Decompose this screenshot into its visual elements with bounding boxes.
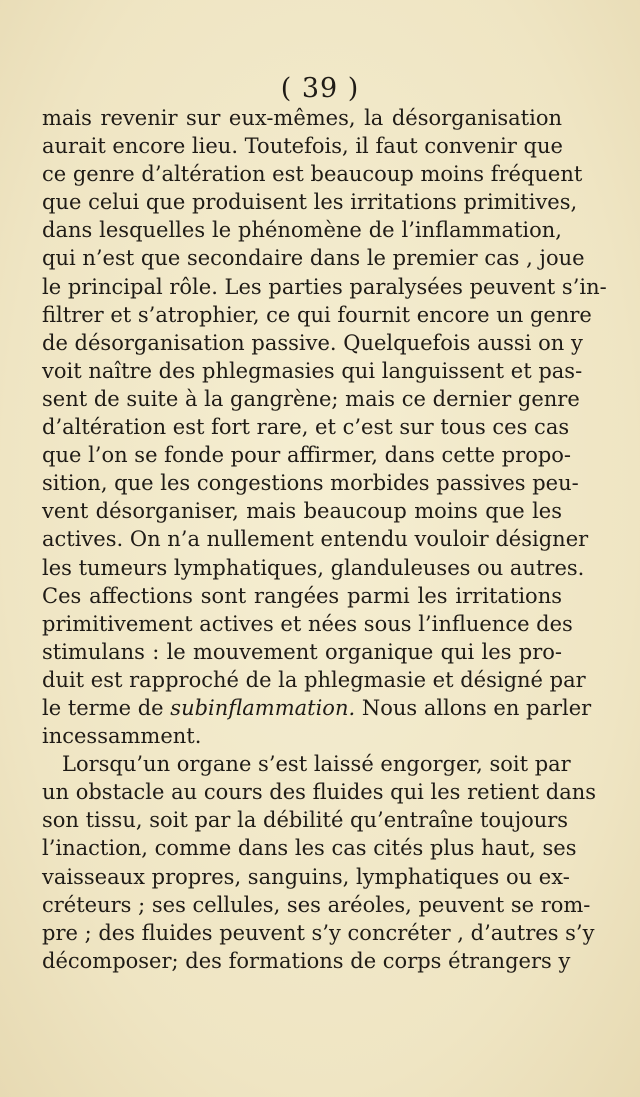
text-line: décomposer; des formations de corps étrangers y: [42, 948, 571, 973]
text-line: primitivement actives et nées sous l’influence des: [42, 611, 573, 636]
paragraph-start-line: Lorsqu’un organe s’est laissé engorger, soit par: [62, 752, 571, 777]
text-segment: Nous allons en parler: [355, 695, 592, 720]
italic-term: subinflammation.: [170, 695, 356, 720]
text-line: duit est rapproché de la phlegmasie et désigné par: [42, 667, 586, 692]
text-line: incessamment.: [42, 724, 202, 749]
text-line: actives. On n’a nullement entendu vouloir désigner: [42, 527, 589, 552]
text-segment: le terme de: [42, 695, 171, 720]
text-line: filtrer et s’atrophier, ce qui fournit encore un genre: [42, 302, 592, 327]
text-line: son tissu, soit par la débilité qu’entraîne toujours: [42, 808, 569, 833]
text-line: vaisseaux propres, sanguins, lymphatiques ou ex-: [42, 864, 570, 889]
text-line: stimulans : le mouvement organique qui les pro-: [42, 639, 562, 664]
text-line: Ces affections sont rangées parmi les irritations: [42, 583, 562, 608]
text-line: que celui que produisent les irritations primitives,: [42, 190, 578, 215]
text-line: que l’on se fonde pour affirmer, dans cette propo-: [42, 443, 572, 468]
text-line: l’inaction, comme dans les cas cités plus haut, ses: [42, 836, 577, 861]
text-line: un obstacle au cours des fluides qui les retient dans: [42, 780, 597, 805]
text-line: qui n’est que secondaire dans le premier cas , joue: [42, 246, 585, 271]
text-line: dans lesquelles le phénomène de l’inflammation,: [42, 218, 562, 243]
text-line: ce genre d’altération est beaucoup moins fréquent: [42, 162, 583, 187]
text-line: voit naître des phlegmasies qui languissent et pas-: [42, 358, 583, 383]
text-line: de désorganisation passive. Quelquefois aussi on y: [42, 330, 583, 355]
body-text: [42, 104, 607, 975]
text-line: créteurs ; ses cellules, ses aréoles, peuvent se rom-: [42, 892, 591, 917]
text-line: mais revenir sur eux-mêmes, la désorganisation: [42, 106, 562, 130]
text-line: le principal rôle. Les parties paralysées peuvent s’in-: [42, 274, 607, 299]
text-line: vent désorganiser, mais beaucoup moins que les: [42, 499, 562, 524]
text-line: sition, que les congestions morbides passives peu-: [42, 471, 579, 496]
text-line: les tumeurs lymphatiques, glanduleuses ou autres.: [42, 555, 585, 580]
text-line: sent de suite à la gangrène; mais ce dernier genre: [42, 386, 580, 411]
text-line-italic-term: [42, 694, 592, 722]
text-line: d’altération est fort rare, et c’est sur tous ces cas: [42, 415, 570, 440]
text-line: aurait encore lieu. Toutefois, il faut convenir que: [42, 134, 563, 159]
text-line: pre ; des fluides peuvent s’y concréter , d’autres s’y: [42, 920, 595, 945]
page-number: ( 39 ): [280, 73, 360, 104]
